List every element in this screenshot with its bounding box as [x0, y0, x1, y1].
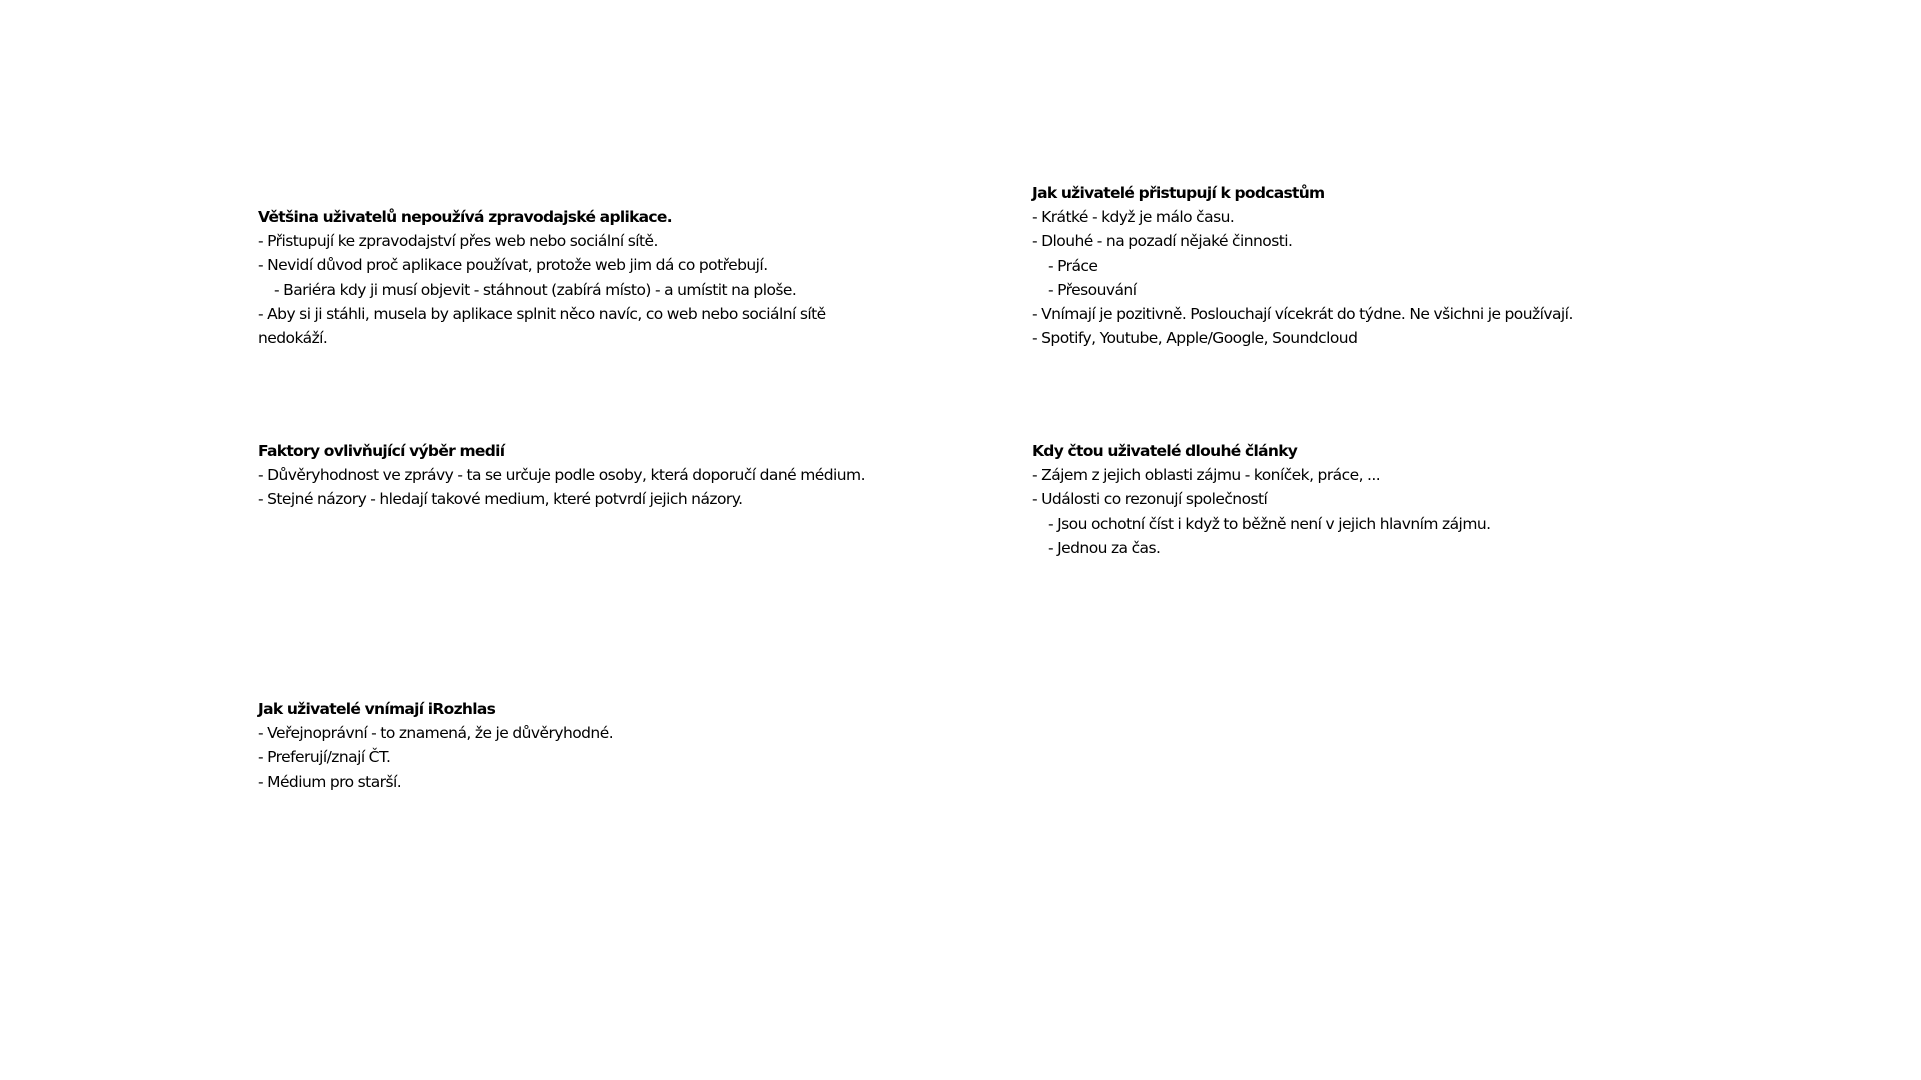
note-heading: Jak uživatelé přistupují k podcastům: [1032, 184, 1325, 202]
note-line: - Preferují/znají ČT.: [258, 748, 391, 767]
note-subline: - Přesouvání: [1048, 280, 1137, 299]
note-subline: - Jednou za čas.: [1048, 538, 1161, 557]
note-line: - Dlouhé - na pozadí nějaké činnosti.: [1032, 232, 1293, 251]
note-line: - Aby si ji stáhli, musela by aplikace splnit něco navíc, co web nebo sociální sítě nedokáží.: [258, 304, 826, 348]
note-heading: Jak uživatelé vnímají iRozhlas: [258, 700, 496, 718]
note-podcasts: [1032, 181, 1573, 350]
note-line: - Stejné názory - hledají takové medium, které potvrdí jejich názory.: [258, 490, 743, 509]
note-line: - Důvěryhodnost ve zprávy - ta se určuje podle osoby, která doporučí dané médium.: [258, 466, 865, 485]
note-heading: Kdy čtou uživatelé dlouhé články: [1032, 442, 1298, 460]
note-irozhlas: [258, 697, 613, 794]
note-subline: - Bariéra kdy ji musí objevit - stáhnout (zabírá místo) - a umístit na ploše.: [274, 280, 797, 299]
note-line: - Veřejnoprávní - to znamená, že je důvěryhodné.: [258, 724, 614, 743]
note-line: - Krátké - když je málo času.: [1032, 208, 1235, 227]
note-line: - Přistupují ke zpravodajství přes web nebo sociální sítě.: [258, 232, 658, 251]
note-heading: Faktory ovlivňující výběr medií: [258, 442, 505, 460]
note-subline: - Práce: [1048, 256, 1098, 275]
note-line: - Médium pro starší.: [258, 772, 402, 791]
note-media-factors: [258, 439, 865, 512]
note-line: - Události co rezonují společností: [1032, 490, 1268, 509]
note-subline: - Jsou ochotní číst i když to běžně není v jejich hlavním zájmu.: [1048, 514, 1491, 533]
note-line: - Vnímají je pozitivně. Poslouchají vícekrát do týdne. Ne všichni je používají.: [1032, 305, 1573, 324]
note-long-articles: [1032, 439, 1491, 560]
note-line: - Zájem z jejich oblasti zájmu - koníček, práce, ...: [1032, 466, 1381, 485]
note-news-apps: [258, 205, 858, 350]
note-line: - Spotify, Youtube, Apple/Google, Soundcloud: [1032, 329, 1358, 348]
note-heading: Většina uživatelů nepoužívá zpravodajské aplikace.: [258, 208, 672, 226]
note-line: - Nevidí důvod proč aplikace používat, protože web jim dá co potřebují.: [258, 256, 768, 275]
